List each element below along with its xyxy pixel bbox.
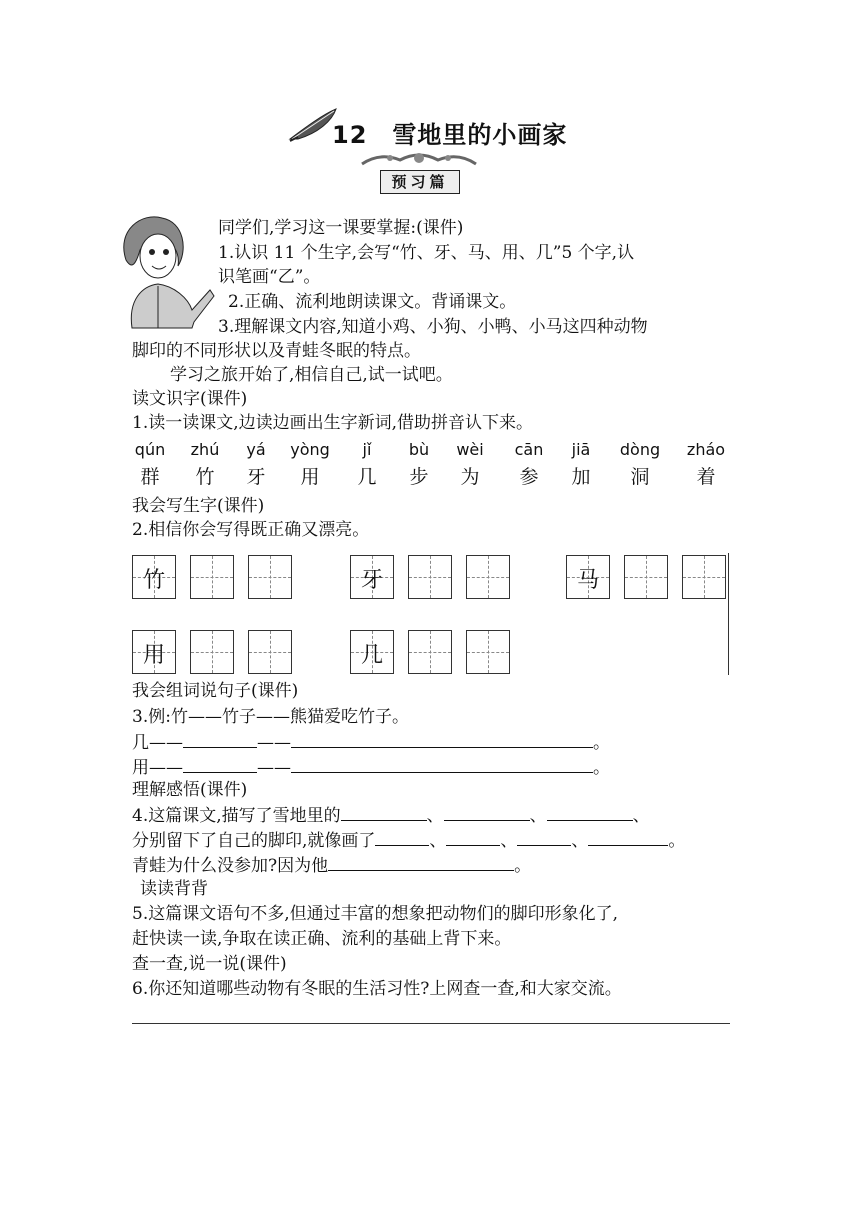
section-heading: 我会组词说句子(课件) [132, 681, 299, 701]
question-2: 2.相信你会写得既正确又漂亮。 [132, 520, 370, 540]
section-heading: 读读背背 [140, 879, 208, 899]
hanzi: 加 [571, 466, 591, 488]
sep: 、 [529, 806, 547, 826]
pinyin: dòng [619, 440, 661, 459]
pinyin: jiā [571, 440, 591, 459]
intro-line: 1.认识 11 个生字,会写“竹、牙、马、用、几”5 个字,认 [218, 243, 635, 263]
pinyin: zháo [686, 440, 726, 459]
answer-blank[interactable] [291, 756, 593, 773]
writing-cell[interactable] [466, 630, 510, 674]
question-1: 1.读一读课文,边读边画出生字新词,借助拼音认下来。 [132, 413, 534, 433]
dash: —— [257, 733, 291, 753]
answer-blank[interactable] [517, 829, 571, 846]
answer-blank[interactable] [328, 854, 514, 871]
hanzi: 用 [300, 466, 320, 488]
teacher-illustration [112, 210, 216, 330]
hanzi: 竹 [195, 466, 215, 488]
q4-text: 分别留下了自己的脚印,就像画了 [132, 831, 376, 851]
model-character-cell [566, 555, 610, 599]
section-heading: 我会写生字(课件) [132, 496, 265, 516]
hanzi: 步 [409, 466, 429, 488]
row-label: 用—— [132, 758, 183, 778]
writing-cell[interactable] [408, 630, 452, 674]
sep: 、 [632, 806, 650, 826]
question-6: 6.你还知道哪些动物有冬眠的生活习性?上网查一查,和大家交流。 [132, 979, 622, 999]
section-heading: 理解感悟(课件) [132, 780, 248, 800]
model-character: 牙 [360, 568, 383, 593]
q4-text: 4.这篇课文,描写了雪地里的 [132, 806, 341, 826]
feather-icon [288, 105, 338, 145]
writing-cell[interactable] [248, 555, 292, 599]
answer-blank[interactable] [291, 731, 593, 748]
example: 3.例:竹——竹子——熊猫爱吃竹子。 [132, 707, 409, 727]
pinyin: yá [246, 440, 266, 459]
pinyin: zhú [190, 440, 220, 459]
period: 。 [514, 856, 532, 876]
page-title: 12 雪地里的小画家 [332, 121, 568, 149]
question-4-line1 [132, 804, 650, 827]
grid-divider [728, 553, 729, 675]
intro-line: 同学们,学习这一课要掌握:(课件) [218, 218, 464, 238]
pinyin: qún [134, 440, 166, 459]
answer-blank[interactable] [588, 829, 668, 846]
sep: 、 [500, 831, 518, 851]
row-label: 几—— [132, 733, 183, 753]
word-row-ji [132, 731, 610, 754]
section-banner [360, 150, 478, 198]
model-character-cell [350, 630, 394, 674]
model-character: 马 [576, 568, 599, 593]
hanzi: 几 [357, 466, 377, 488]
hanzi: 为 [460, 466, 480, 488]
period: 。 [593, 733, 610, 753]
question-4-line2 [132, 829, 685, 852]
hanzi: 着 [696, 466, 716, 488]
sep: 、 [571, 831, 589, 851]
hanzi: 牙 [246, 466, 266, 488]
section-heading: 读文识字(课件) [132, 389, 248, 409]
writing-cell[interactable] [408, 555, 452, 599]
question-5: 5.这篇课文语句不多,但通过丰富的想象把动物们的脚印形象化了, [132, 904, 619, 924]
writing-cell[interactable] [190, 630, 234, 674]
banner-label: 预习篇 [380, 170, 460, 194]
pinyin: wèi [456, 440, 484, 459]
intro-line: 3.理解课文内容,知道小鸡、小狗、小鸭、小马这四种动物 [218, 317, 648, 337]
sep: 、 [426, 806, 444, 826]
writing-cell[interactable] [190, 555, 234, 599]
hanzi: 参 [519, 466, 539, 488]
intro-line: 学习之旅开始了,相信自己,试一试吧。 [170, 365, 453, 385]
writing-cell[interactable] [466, 555, 510, 599]
answer-blank[interactable] [341, 804, 427, 821]
hanzi: 洞 [630, 466, 650, 488]
period: 。 [593, 758, 610, 778]
pinyin: cān [514, 440, 544, 459]
writing-cell[interactable] [248, 630, 292, 674]
q4-text: 青蛙为什么没参加?因为他 [132, 856, 329, 876]
model-character: 竹 [142, 568, 165, 593]
sep: 、 [429, 831, 447, 851]
answer-blank[interactable] [183, 756, 257, 773]
intro-line: 脚印的不同形状以及青蛙冬眠的特点。 [132, 341, 421, 361]
answer-blank[interactable] [375, 829, 429, 846]
intro-line: 识笔画“乙”。 [218, 267, 321, 287]
model-character: 用 [142, 643, 165, 668]
word-row-yong [132, 756, 610, 779]
dash: —— [257, 758, 291, 778]
answer-line[interactable] [132, 1023, 730, 1024]
pinyin: jǐ [362, 440, 372, 459]
writing-cell[interactable] [682, 555, 726, 599]
model-character: 几 [360, 643, 383, 668]
ornament-icon [360, 150, 478, 170]
question-4-line3 [132, 854, 531, 877]
answer-blank[interactable] [183, 731, 257, 748]
section-heading: 查一查,说一说(课件) [132, 954, 287, 974]
answer-blank[interactable] [446, 829, 500, 846]
model-character-cell [132, 555, 176, 599]
period: 。 [668, 831, 686, 851]
writing-cell[interactable] [624, 555, 668, 599]
question-5: 赶快读一读,争取在读正确、流利的基础上背下来。 [132, 929, 512, 949]
answer-blank[interactable] [444, 804, 530, 821]
hanzi: 群 [140, 466, 160, 488]
intro-line: 2.正确、流利地朗读课文。背诵课文。 [228, 292, 517, 312]
answer-blank[interactable] [547, 804, 633, 821]
model-character-cell [350, 555, 394, 599]
model-character-cell [132, 630, 176, 674]
pinyin: yòng [290, 440, 330, 459]
pinyin: bù [408, 440, 430, 459]
